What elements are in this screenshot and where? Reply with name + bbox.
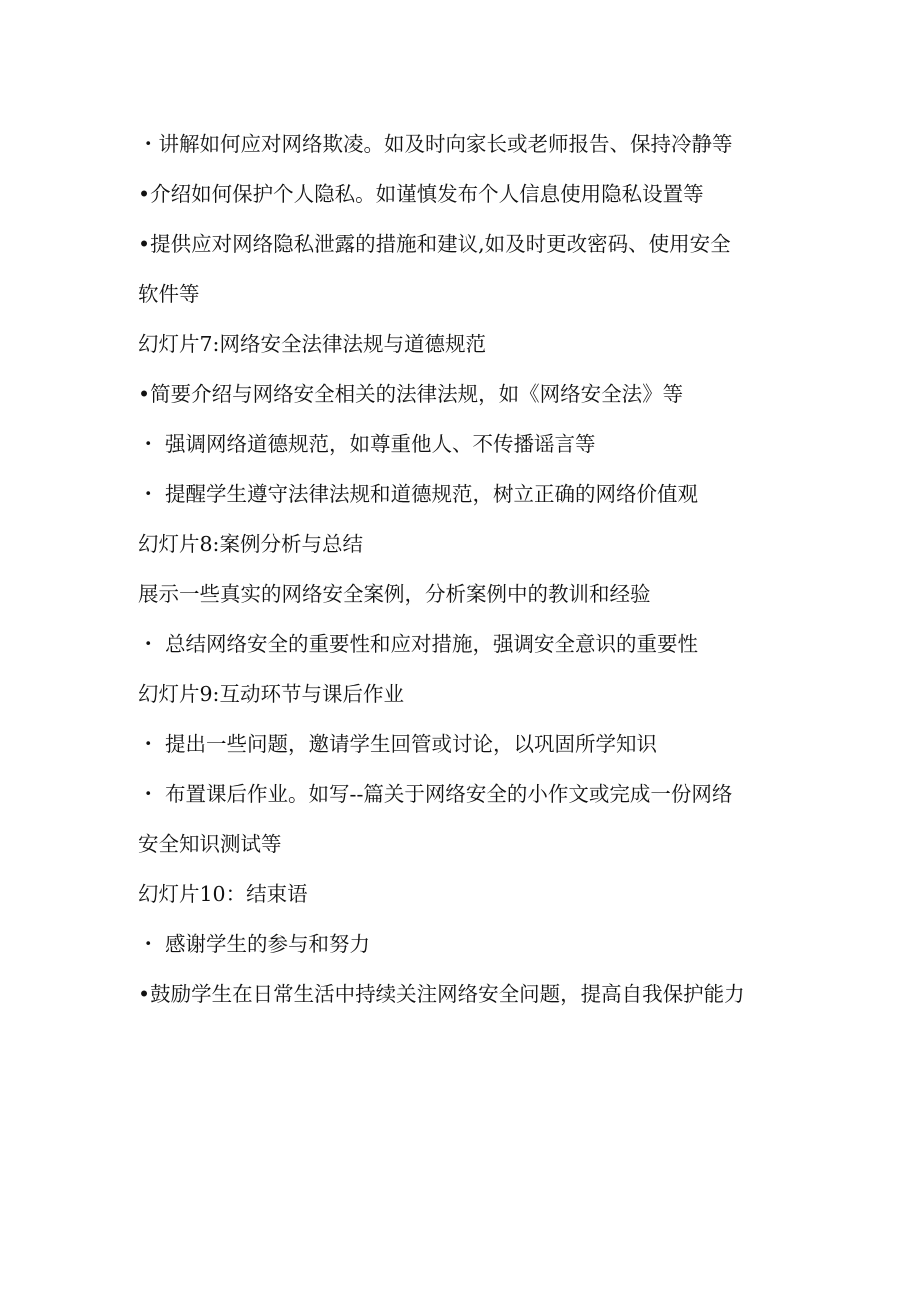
text-line-8: ・ 提醒学生遵守法律法规和道德规范，树立正确的网络价值观 [138, 482, 699, 506]
text-line-1: ・讲解如何应对网络欺凌。如及时向家长或老师报告、保持冷静等 [138, 132, 733, 156]
text-line-13: ・ 提出一些问题，邀请学生回管或讨论，以巩固所学知识 [138, 732, 658, 756]
text-line-17: ・ 感谢学生的参与和努力 [138, 932, 371, 956]
text-line-2: •介绍如何保护个人隐私。如谨慎发布个人信息使用隐私设置等 [138, 182, 704, 206]
slide-heading-8: 幻灯片8:案例分析与总结 [138, 532, 363, 556]
text-line-4: 软件等 [138, 282, 200, 306]
text-line-3: •提供应对网络隐私泄露的措施和建议,如及时更改密码、使用安全 [138, 232, 731, 256]
slide-heading-7: 幻灯片7:网络安全法律法规与道德规范 [138, 332, 486, 356]
text-line-14: ・ 布置课后作业。如写--篇关于网络安全的小作文或完成一份网络 [138, 782, 733, 806]
text-line-18: •鼓励学生在日常生活中持续关注网络安全问题，提高自我保护能力 [138, 982, 745, 1006]
text-line-10: 展示一些真实的网络安全案例，分析案例中的教训和经验 [138, 582, 651, 606]
document-body [138, 119, 788, 1019]
text-line-6: •简要介绍与网络安全相关的法律法规，如《网络安全法》等 [138, 382, 684, 406]
slide-heading-9: 幻灯片9:互动环节与课后作业 [138, 682, 404, 706]
text-line-11: ・ 总结网络安全的重要性和应对措施，强调安全意识的重要性 [138, 632, 699, 656]
text-line-7: ・ 强调网络道德规范，如尊重他人、不传播谣言等 [138, 432, 596, 456]
slide-heading-10: 幻灯片10：结束语 [138, 882, 308, 906]
text-line-15: 安全知识测试等 [138, 832, 282, 856]
